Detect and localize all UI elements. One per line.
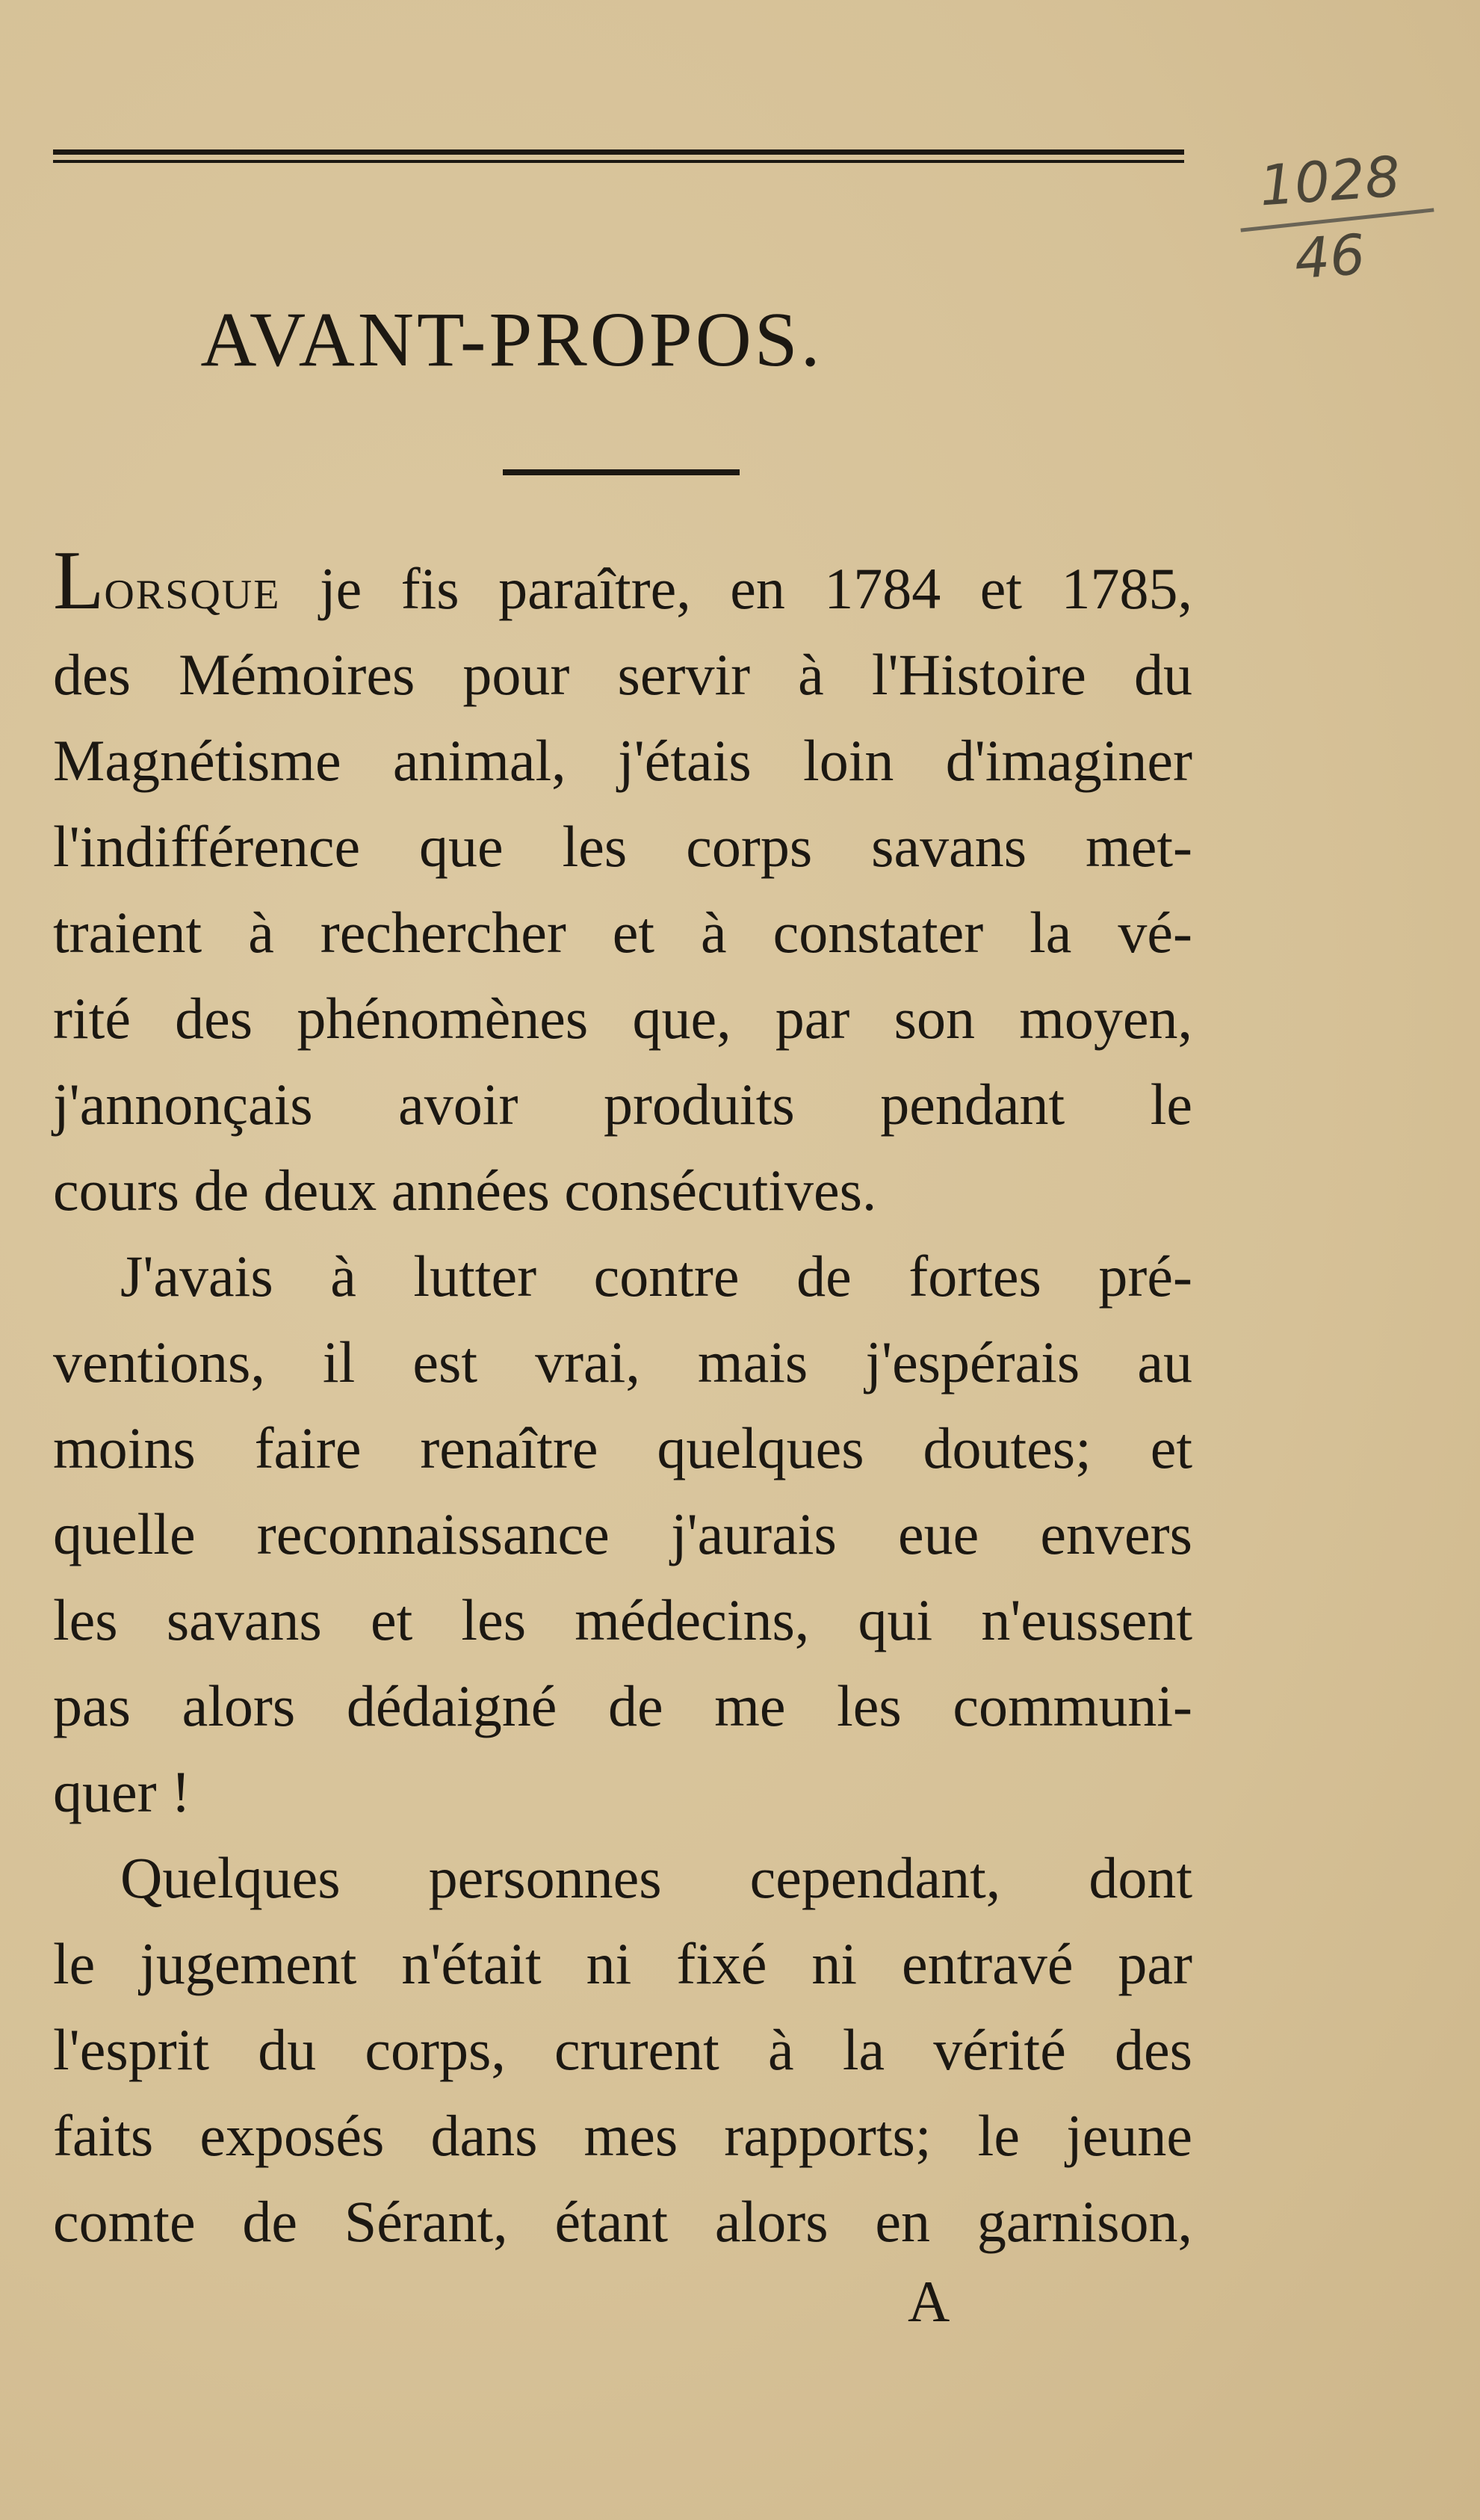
- text-line: les savans et les médecins, qui n'eussent: [53, 1587, 1192, 1652]
- text-line: cours de deux années consécutives.: [53, 1158, 877, 1223]
- small-caps-word: ORSQUE: [104, 572, 281, 618]
- handwritten-shelf-mark: [1218, 144, 1442, 292]
- text-line: Magnétisme animal, j'étais loin d'imaginer: [53, 728, 1192, 793]
- text-line: l'esprit du corps, crurent à la vérité des: [53, 2017, 1192, 2082]
- text-line: le jugement n'était ni fixé ni entravé par: [53, 1931, 1192, 1996]
- double-rule-top: [53, 149, 1184, 155]
- shelf-mark-top: 1028: [1257, 144, 1402, 219]
- text-line: Quelques personnes cependant, dont: [120, 1845, 1192, 1910]
- title-rule: [503, 469, 740, 475]
- signature-mark: A: [908, 2269, 950, 2334]
- shelf-mark-bottom: 46: [1292, 222, 1367, 292]
- text-line: quelle reconnaissance j'aurais eue envers: [53, 1501, 1192, 1566]
- drop-initial: L: [53, 534, 105, 627]
- text-line: quer !: [53, 1759, 191, 1824]
- text-line: ventions, il est vrai, mais j'espérais au: [53, 1330, 1192, 1395]
- text-line: faits exposés dans mes rapports; le jeune: [53, 2103, 1192, 2168]
- double-rule-bottom: [53, 160, 1184, 163]
- text-line: J'avais à lutter contre de fortes pré-: [120, 1244, 1192, 1309]
- text-line: [53, 534, 1192, 631]
- text-line: rité des phénomènes que, par son moyen,: [53, 986, 1192, 1051]
- text-line: j'annonçais avoir produits pendant le: [53, 1072, 1192, 1137]
- text-line: pas alors dédaigné de me les communi-: [53, 1673, 1192, 1738]
- text-line: l'indifférence que les corps savans met-: [53, 814, 1192, 879]
- page-title: AVANT-PROPOS.: [200, 297, 823, 383]
- body-text: [53, 534, 1192, 2264]
- text-line: traient à rechercher et à constater la vé-: [53, 900, 1192, 965]
- text-line: moins faire renaître quelques doutes; et: [53, 1415, 1192, 1480]
- line-text: je fis paraître, en 1784 et 1785,: [280, 556, 1192, 621]
- text-line: comte de Sérant, étant alors en garnison,: [53, 2189, 1192, 2254]
- text-line: des Mémoires pour servir à l'Histoire du: [53, 642, 1192, 707]
